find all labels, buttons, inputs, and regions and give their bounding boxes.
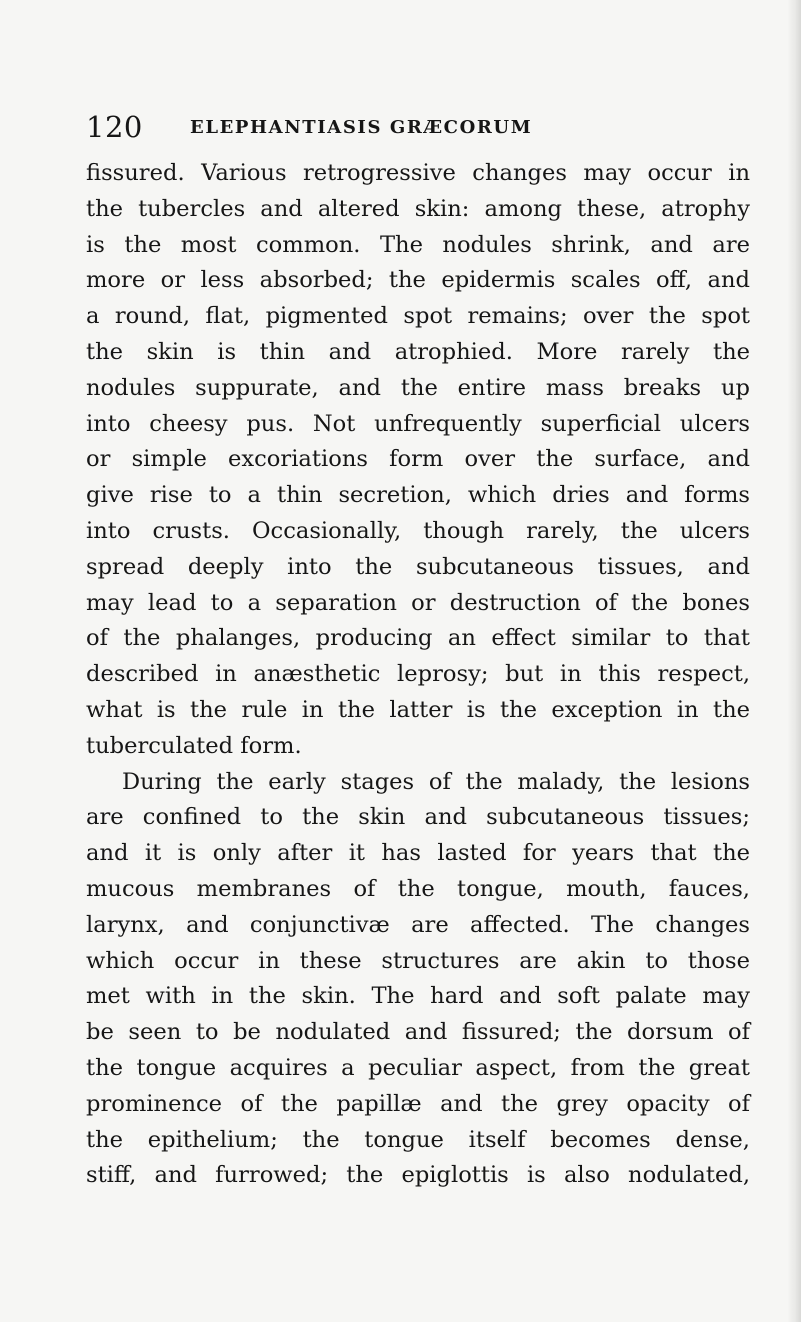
text-line: what is the rule in the latter is the exception in the <box>86 696 750 723</box>
text-line: which occur in these structures are akin to those <box>86 947 750 974</box>
text-line: are confined to the skin and subcutaneous tissues; <box>86 804 750 831</box>
text-line: met with in the skin. The hard and soft palate may <box>86 983 750 1010</box>
text-line: spread deeply into the subcutaneous tissues, and <box>86 553 750 580</box>
text-line: larynx, and conjunctivæ are affected. The changes <box>86 911 750 938</box>
text-line: the tubercles and altered skin: among these, atrophy <box>86 195 750 222</box>
text-line: prominence of the papillæ and the grey opacity of <box>86 1090 750 1117</box>
text-line: the tongue acquires a peculiar aspect, from the great <box>86 1054 750 1081</box>
text-line: the skin is thin and atrophied. More rarely the <box>86 338 750 365</box>
text-line: the epithelium; the tongue itself becomes dense, <box>86 1126 750 1153</box>
body-text <box>86 156 750 1194</box>
text-line: more or less absorbed; the epidermis scales off, and <box>86 267 750 294</box>
text-line: and it is only after it has lasted for years that the <box>86 840 750 867</box>
text-line: nodules suppurate, and the entire mass breaks up <box>86 374 750 401</box>
text-line: may lead to a separation or destruction of the bones <box>86 589 750 616</box>
page-edge-shadow <box>787 0 801 1322</box>
page-header <box>86 109 750 145</box>
text-line: be seen to be nodulated and fissured; the dorsum of <box>86 1019 750 1046</box>
text-line: described in anæsthetic leprosy; but in this respect, <box>86 661 750 688</box>
paragraph-start-line: During the early stages of the malady, the lesions <box>122 768 750 795</box>
text-line: fissured. Various retrogressive changes may occur in <box>86 160 750 186</box>
running-head: ELEPHANTIASIS GRÆCORUM <box>190 117 533 138</box>
paragraph-end-line: tuberculated form. <box>86 732 302 759</box>
text-line: is the most common. The nodules shrink, and are <box>86 231 750 258</box>
page-number: 120 <box>86 110 143 144</box>
text-line: or simple excoriations form over the surface, and <box>86 446 750 473</box>
text-line: a round, flat, pigmented spot remains; over the spot <box>86 303 750 330</box>
text-line: mucous membranes of the tongue, mouth, fauces, <box>86 875 750 902</box>
text-line: into crusts. Occasionally, though rarely, the ulcers <box>86 517 750 544</box>
text-line: into cheesy pus. Not unfrequently superficial ulcers <box>86 410 750 437</box>
text-line: stiff, and furrowed; the epiglottis is also nodulated, <box>86 1162 750 1189</box>
text-line: of the phalanges, producing an effect similar to that <box>86 625 750 652</box>
text-line: give rise to a thin secretion, which dries and forms <box>86 482 750 509</box>
